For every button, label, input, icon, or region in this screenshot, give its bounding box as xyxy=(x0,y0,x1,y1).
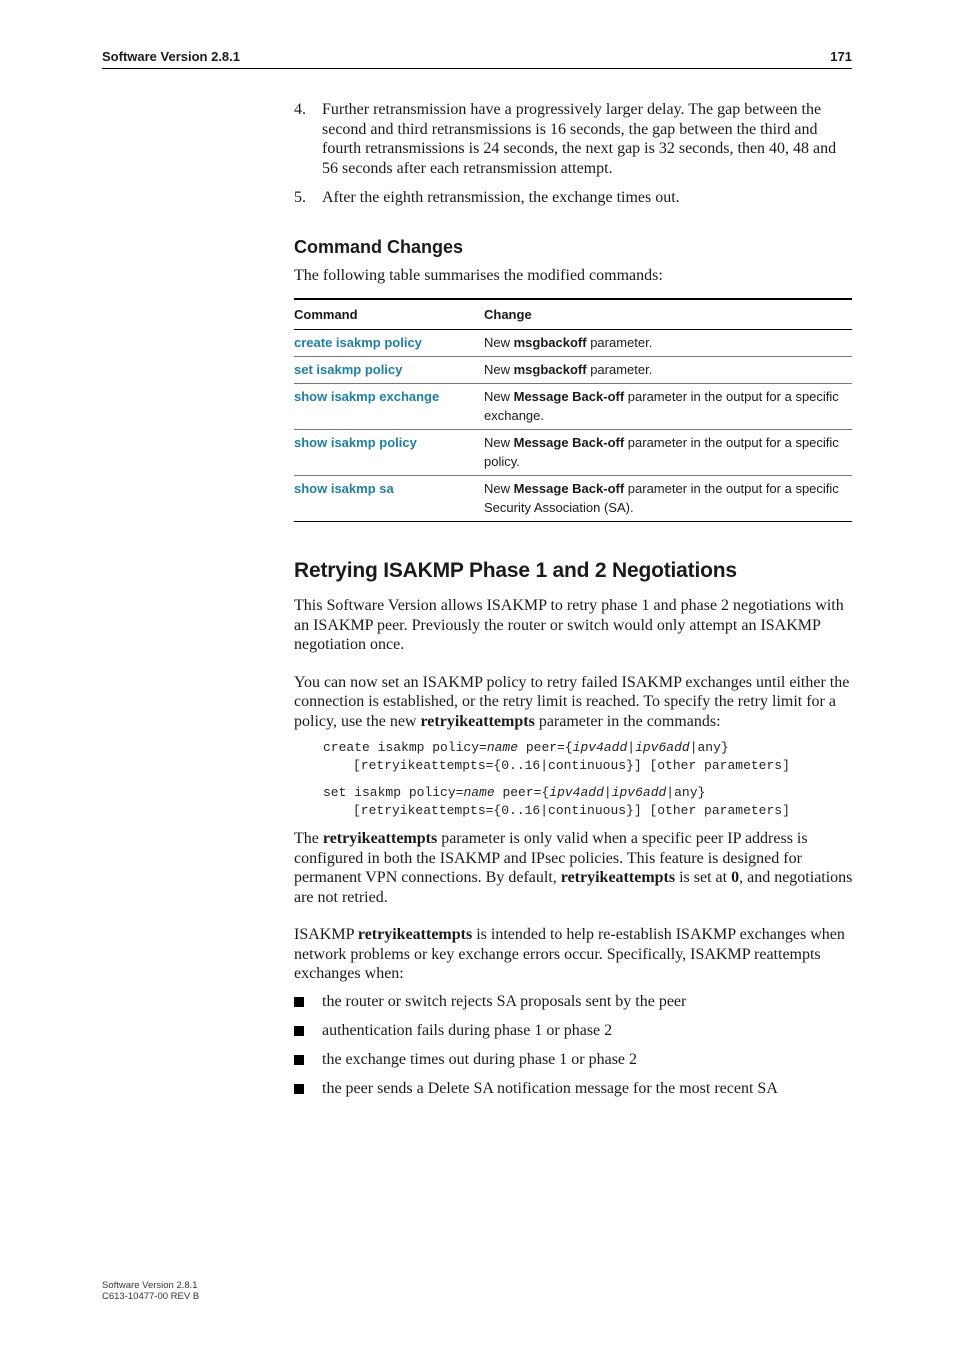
table-row xyxy=(294,476,852,522)
code-placeholder: ipv4add xyxy=(572,740,628,755)
paragraph xyxy=(294,829,854,907)
change-param: msgbackoff xyxy=(513,335,587,350)
code-text: | xyxy=(603,785,612,800)
bullet-item xyxy=(294,1050,854,1070)
code-text: [retryikeattempts={0..16|continuous}] [other parameters] xyxy=(353,803,790,818)
column-header-command: Command xyxy=(294,299,484,330)
item-text: After the eighth retransmission, the exchange times out. xyxy=(322,189,680,206)
command-link[interactable]: create isakmp policy xyxy=(294,330,484,357)
code-placeholder: ipv6add xyxy=(635,740,690,755)
code-syntax-create xyxy=(323,739,854,775)
command-link[interactable]: show isakmp sa xyxy=(294,481,394,496)
table-row xyxy=(294,430,852,476)
item-number: 4. xyxy=(294,101,306,118)
code-placeholder: name xyxy=(486,740,519,755)
code-placeholder: name xyxy=(463,785,495,800)
numbered-item xyxy=(294,100,854,178)
bullet-item xyxy=(294,1079,854,1099)
footer-doc-id: C613-10477-00 REV B xyxy=(102,1291,200,1302)
square-bullet-icon xyxy=(294,1026,304,1036)
bullet-text: authentication fails during phase 1 or phase 2 xyxy=(322,1021,613,1039)
bullet-item xyxy=(294,992,854,1012)
change-cell xyxy=(484,357,852,384)
header-title: Software Version 2.8.1 xyxy=(102,49,241,64)
paragraph-text: ISAKMP xyxy=(294,926,358,943)
bullet-text: the exchange times out during phase 1 or phase 2 xyxy=(322,1050,638,1068)
table-intro: The following table summarises the modified commands: xyxy=(294,266,663,284)
paragraph-text: , and negotiations are not retried. xyxy=(294,869,853,906)
change-text: parameter. xyxy=(586,335,653,350)
table-header-row xyxy=(294,299,852,330)
paragraph-text: is intended to help re-establish ISAKMP exchanges when network problems or key exchange errors occur. Specifically, ISAKMP reattempts exchanges when: xyxy=(294,926,845,982)
change-text: parameter in the output for a specific exchange. xyxy=(484,389,839,423)
section-heading-command-changes: Command Changes xyxy=(294,236,464,257)
section-heading-retrying: Retrying ISAKMP Phase 1 and 2 Negotiations xyxy=(294,559,737,582)
paragraph-text: is set at xyxy=(675,869,732,886)
column-header-change: Change xyxy=(484,299,852,330)
paragraph-text: parameter in the commands: xyxy=(534,712,721,730)
code-placeholder: ipv6add xyxy=(611,785,667,800)
code-text: create isakmp policy= xyxy=(323,740,487,755)
code-text: | xyxy=(627,740,636,755)
item-number: 5. xyxy=(294,189,306,206)
change-cell xyxy=(484,430,852,476)
table-row xyxy=(294,384,852,430)
command-link[interactable]: show isakmp exchange xyxy=(294,384,484,430)
command-link[interactable]: set isakmp policy xyxy=(294,357,484,384)
command-changes-table xyxy=(294,298,852,522)
change-text: parameter in the output for a specific policy. xyxy=(484,435,839,469)
item-text: Further retransmission have a progressively larger delay. The gap between the second and third retransmissions is 16 seconds, the gap between the third and fourth retransmissions is 24 seconds, the next gap is 32 seconds, then 40, 48 and 56 seconds after each retransmission attempt. xyxy=(322,101,837,177)
change-cell xyxy=(484,384,852,430)
param-name: retryikeattempts xyxy=(322,830,438,847)
paragraph xyxy=(294,925,854,984)
page-number: 171 xyxy=(830,49,852,64)
code-placeholder: ipv4add xyxy=(549,785,604,800)
param-value: 0 xyxy=(731,869,740,886)
change-text: parameter in the output for a specific Security Association (SA). xyxy=(484,481,839,515)
change-param: Message Back-off xyxy=(513,389,625,404)
square-bullet-icon xyxy=(294,1084,304,1094)
code-text: |any} xyxy=(689,740,729,755)
param-name: retryikeattempts xyxy=(560,869,676,886)
main-content xyxy=(294,100,854,1108)
running-header xyxy=(102,48,852,69)
change-cell xyxy=(484,476,852,522)
bullet-text: the router or switch rejects SA proposals sent by the peer xyxy=(322,992,687,1010)
bullet-item xyxy=(294,1021,854,1041)
numbered-item xyxy=(294,188,854,208)
footer-version: Software Version 2.8.1 xyxy=(102,1280,198,1291)
code-text: |any} xyxy=(666,785,706,800)
paragraph: This Software Version allows ISAKMP to retry phase 1 and phase 2 negotiations with an ISAKMP peer. Previously the router or switch would only attempt an ISAKMP negotiation once. xyxy=(294,597,844,653)
change-param: Message Back-off xyxy=(513,481,625,496)
paragraph-text: You can now set an ISAKMP policy to retry failed ISAKMP exchanges until either the connection is established, or the retry limit is reached. To specify the retry limit for a policy, use the new xyxy=(294,673,850,730)
paragraph xyxy=(294,673,854,732)
code-text: set isakmp policy= xyxy=(323,785,464,800)
change-param: Message Back-off xyxy=(513,435,625,450)
change-cell xyxy=(484,330,852,357)
page-footer xyxy=(102,1280,199,1302)
param-name: retryikeattempts xyxy=(420,712,535,730)
table-row xyxy=(294,357,852,384)
change-param: msgbackoff xyxy=(513,362,587,377)
paragraph-text: parameter is only valid when a specific peer IP address is configured in both the ISAKMP and IPsec policies. This feature is designed for permanent VPN connections. By default, xyxy=(294,830,808,886)
code-syntax-set xyxy=(323,784,854,820)
change-text: New xyxy=(484,362,514,377)
param-name: retryikeattempts xyxy=(357,926,473,943)
change-text: New xyxy=(484,435,514,450)
square-bullet-icon xyxy=(294,997,304,1007)
paragraph-text: The xyxy=(294,830,323,847)
bullet-text: the peer sends a Delete SA notification message for the most recent SA xyxy=(322,1079,778,1097)
change-text: New xyxy=(484,481,514,496)
change-text: New xyxy=(484,389,514,404)
code-text: peer={ xyxy=(494,785,550,800)
change-text: New xyxy=(484,335,514,350)
command-link[interactable]: show isakmp policy xyxy=(294,430,484,476)
square-bullet-icon xyxy=(294,1055,304,1065)
code-text: [retryikeattempts={0..16|continuous}] [other parameters] xyxy=(353,758,790,773)
code-text: peer={ xyxy=(518,740,573,755)
table-row xyxy=(294,330,852,357)
change-text: parameter. xyxy=(586,362,653,377)
